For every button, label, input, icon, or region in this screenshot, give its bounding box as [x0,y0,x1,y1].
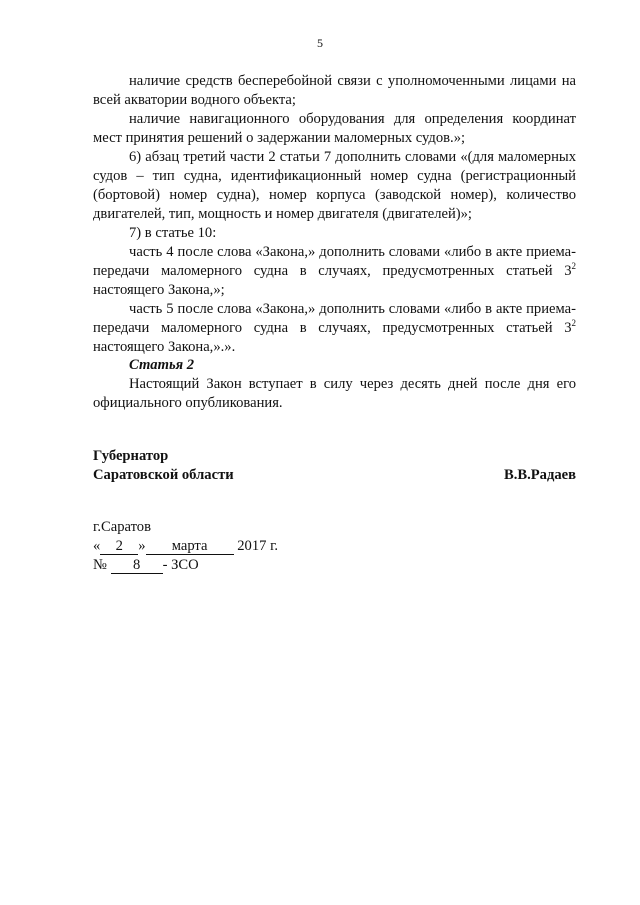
number-suffix: - ЗСО [162,557,199,573]
paragraph: 7) в статье 10: [129,225,217,241]
signatory-region: Саратовской области [93,467,234,483]
date-year: 2017 г. [237,538,279,554]
footer-block [93,518,278,575]
page-number: 5 [317,36,323,50]
signatory-name: В.В.Радаев [503,467,576,483]
paragraph-part4 [93,243,576,300]
article-text: Настоящий Закон вступает в силу через десять дней после дня его официального опубликования. [93,376,576,411]
superscript: 2 [571,318,576,329]
article-title: Статья 2 [129,357,195,373]
law-number: 8 [111,558,163,574]
date-month: марта [146,539,234,555]
paragraph: наличие навигационного оборудования для определения координат мест принятия решений о задержании маломерных судов.»; [93,111,576,146]
number-line [93,556,278,575]
quote-open: « [93,538,101,554]
part5-tail: настоящего Закона,».». [93,339,236,355]
article-2 [93,356,576,413]
date-line [93,537,278,556]
superscript: 2 [571,261,576,272]
part4-text: часть 4 после слова «Закона,» дополнить словами «либо в акте приема-передачи маломерного судна в случаях, предусмотренных статьей 3 [93,244,576,279]
signatory-title: Губернатор [93,448,169,464]
law-body [93,72,576,357]
quote-close: » [138,538,146,554]
part4-tail: настоящего Закона,»; [93,282,225,298]
date-day: 2 [100,539,138,555]
paragraph: наличие средств бесперебойной связи с уполномоченными лицами на всей акватории водного объекта; [93,73,576,108]
city: г.Саратов [93,519,151,535]
signature-block [93,447,576,485]
paragraph: 6) абзац третий части 2 статьи 7 дополнить словами «(для маломерных судов – тип судна, идентификационный номер судна (регистрационный (бортовой) номер судна), номер корпуса (заводской номер), количество двигателей, тип, мощность и номер двигателя (двигателей)»; [93,149,576,222]
paragraph-part5 [93,300,576,357]
part5-text: часть 5 после слова «Закона,» дополнить словами «либо в акте приема-передачи маломерного судна в случаях, предусмотренных статьей 3 [93,301,576,336]
number-prefix: № [93,557,107,573]
